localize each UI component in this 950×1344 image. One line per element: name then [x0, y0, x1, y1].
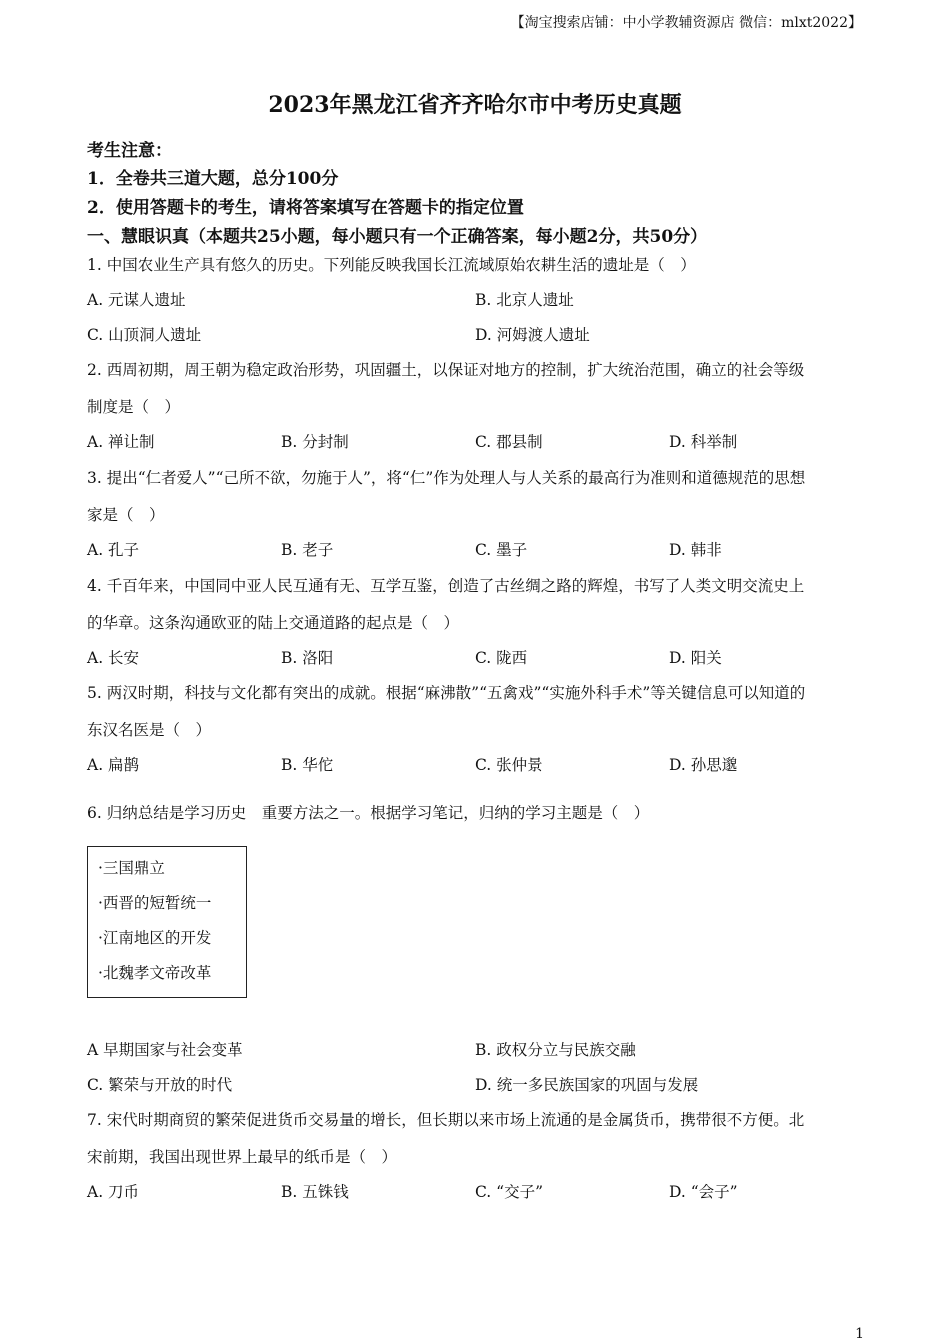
question-4-text: 4. 千百年来，中国同中亚人民互通有无、互学互鉴，创造了古丝绸之路的辉煌，书写了人类文明交流史上: [87, 577, 805, 595]
question-6-text: 6. 归纳总结是学习历史 重要方法之一。根据学习笔记，归纳的学习主题是（ ）: [87, 804, 650, 822]
question-7-text-cont: 宋前期，我国出现世界上最早的纸币是（ ）: [87, 1148, 398, 1166]
question-3-text-cont: 家是（ ）: [87, 506, 165, 524]
question-3-option-b: B. 老子: [281, 541, 334, 559]
question-6-option-b: B. 政权分立与民族交融: [475, 1041, 636, 1059]
page-number: 1: [855, 1326, 864, 1342]
question-1-text: 1. 中国农业生产具有悠久的历史。下列能反映我国长江流域原始农耕生活的遗址是（ ）: [87, 256, 696, 274]
header-note: 【淘宝搜索店铺：中小学教辅资源店 微信：mlxt2022】: [510, 15, 862, 31]
question-7-option-b: B. 五铢钱: [281, 1183, 349, 1201]
question-7-option-c: C. “交子”: [475, 1183, 544, 1201]
question-2-option-b: B. 分封制: [281, 433, 349, 451]
question-4-option-d: D. 阳关: [669, 649, 722, 667]
question-2-text: 2. 西周初期，周王朝为稳定政治形势，巩固疆土，以保证对地方的控制，扩大统治范围，确立的社会等级: [87, 361, 805, 379]
section-heading: 一、慧眼识真（本题共25小题，每小题只有一个正确答案，每小题2分，共50分）: [87, 227, 708, 247]
notice-item-2: 2．使用答题卡的考生，请将答案填写在答题卡的指定位置: [87, 198, 524, 218]
question-1-option-b: B. 北京人遗址: [475, 291, 574, 309]
note-item: ·西晋的短暂统一: [98, 894, 212, 912]
note-item: ·北魏孝文帝改革: [98, 964, 212, 982]
question-3-option-c: C. 墨子: [475, 541, 528, 559]
question-7-text: 7. 宋代时期商贸的繁荣促进货币交易量的增长，但长期以来市场上流通的是金属货币，携带很不方便。北: [87, 1111, 805, 1129]
question-3-option-a: A. 孔子: [87, 541, 140, 559]
page-title: 2023年黑龙江省齐齐哈尔市中考历史真题: [268, 92, 682, 118]
question-3-option-d: D. 韩非: [669, 541, 722, 559]
question-2-option-c: C. 郡县制: [475, 433, 543, 451]
question-3-text: 3. 提出“仁者爱人”“己所不欲，勿施于人”，将“仁”作为处理人与人关系的最高行为准则和道德规范的思想: [87, 469, 806, 487]
question-4-option-a: A. 长安: [87, 649, 140, 667]
question-5-text-cont: 东汉名医是（ ）: [87, 721, 212, 739]
question-1-option-d: D. 河姆渡人遗址: [475, 326, 590, 344]
question-1-option-a: A. 元谋人遗址: [87, 291, 186, 309]
question-5-option-a: A. 扁鹊: [87, 756, 140, 774]
question-6-option-c: C. 繁荣与开放的时代: [87, 1076, 233, 1094]
notice-item-1: 1．全卷共三道大题，总分100分: [87, 169, 339, 189]
note-item: ·三国鼎立: [98, 859, 165, 877]
question-6-option-a: A 早期国家与社会变革: [87, 1041, 243, 1059]
question-5-option-c: C. 张仲景: [475, 756, 543, 774]
notice-heading: 考生注意：: [87, 141, 172, 161]
question-6-option-d: D. 统一多民族国家的巩固与发展: [475, 1076, 699, 1094]
question-5-option-d: D. 孙思邈: [669, 756, 738, 774]
question-5-option-b: B. 华佗: [281, 756, 334, 774]
study-notes-box: [87, 846, 247, 998]
question-2-text-cont: 制度是（ ）: [87, 398, 181, 416]
question-4-option-b: B. 洛阳: [281, 649, 334, 667]
question-5-text: 5. 两汉时期，科技与文化都有突出的成就。根据“麻沸散”“五禽戏”“实施外科手术”等关键信息可以知道的: [87, 684, 806, 702]
question-7-option-a: A. 刀币: [87, 1183, 140, 1201]
question-2-option-d: D. 科举制: [669, 433, 738, 451]
question-4-option-c: C. 陇西: [475, 649, 528, 667]
question-4-text-cont: 的华章。这条沟通欧亚的陆上交通道路的起点是（ ）: [87, 614, 460, 632]
question-2-option-a: A. 禅让制: [87, 433, 155, 451]
question-1-option-c: C. 山顶洞人遗址: [87, 326, 202, 344]
question-7-option-d: D. “会子”: [669, 1183, 738, 1201]
note-item: ·江南地区的开发: [98, 929, 212, 947]
